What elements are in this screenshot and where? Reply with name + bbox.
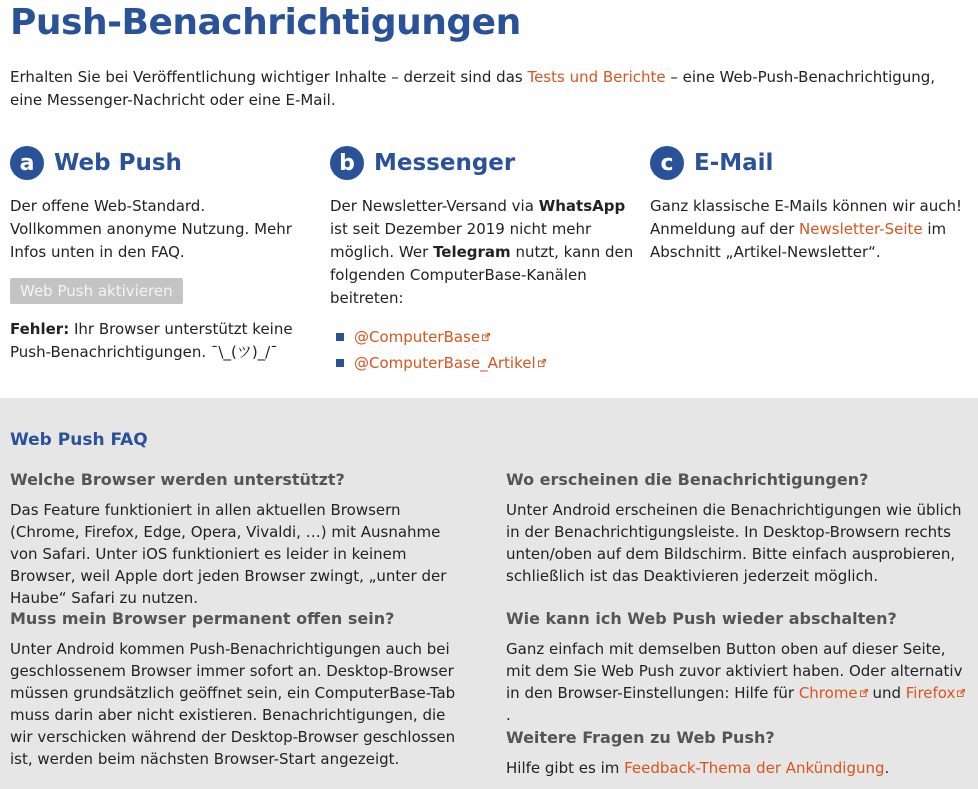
chrome-help-link[interactable]: Chrome	[799, 684, 868, 702]
faq-question: Weitere Fragen zu Web Push?	[506, 728, 775, 747]
messenger-description: Der Newsletter-Versand via WhatsApp ist seit Dezember 2019 nicht mehr möglich. Wer Telegram nutzt, kann den folgenden ComputerBase-Kanälen beitreten:	[330, 197, 634, 307]
web-push-column	[10, 145, 300, 364]
web-push-header	[10, 145, 300, 181]
list-item	[336, 350, 635, 376]
messenger-column	[330, 145, 635, 376]
channel-link-computerbase-artikel[interactable]: @ComputerBase_Artikel	[354, 350, 546, 376]
telegram-label: Telegram	[433, 243, 511, 261]
whatsapp-label: WhatsApp	[538, 197, 626, 215]
faq-answer: Ganz einfach mit demselben Button oben auf dieser Seite, mit dem Sie Web Push zuvor aktiviert haben. Oder alternativ in den Browser-Einstellungen: Hilfe für Chrome und Firefox.	[506, 638, 968, 726]
faq-title: Web Push FAQ	[10, 430, 148, 450]
email-description: Ganz klassische E-Mails können wir auch! Anmeldung auf der Newsletter-Seite im Abschnitt „Artikel-Newsletter“.	[650, 197, 962, 261]
external-link-icon	[538, 359, 546, 367]
faq-answer: Unter Android erscheinen die Benachrichtigungen wie üblich in der Benachrichtigungsleiste. In Desktop-Browsern rechts unten/oben auf dem Bildschirm. Bitte einfach ausprobieren, schließlich ist das Deaktivieren jederzeit möglich.	[506, 501, 962, 585]
email-title: E-Mail	[694, 150, 774, 176]
error-label: Fehler:	[10, 320, 70, 338]
faq-answer: Das Feature funktioniert in allen aktuellen Browsern (Chrome, Firefox, Edge, Opera, Vivaldi, …) mit Ausnahme von Safari. Unter iOS funktioniert es leider in keinem Browser, weil Apple dort jeden Browser zwingt, „unter der Haube“ Safari zu nutzen.	[10, 501, 447, 607]
faq-item-permanent-open	[10, 609, 470, 770]
faq-item-browsers	[10, 470, 470, 609]
faq-item-more-questions	[506, 728, 968, 779]
badge-b: b	[330, 146, 364, 180]
list-item	[336, 324, 635, 350]
badge-a: a	[10, 146, 44, 180]
badge-c: c	[650, 146, 684, 180]
messenger-header	[330, 145, 635, 181]
faq-section	[0, 398, 978, 789]
page-title: Push-Benachrichtigungen	[10, 2, 521, 43]
firefox-help-link[interactable]: Firefox	[906, 684, 966, 702]
feedback-thread-link[interactable]: Feedback-Thema der Ankündigung	[624, 759, 885, 777]
web-push-error: Fehler: Ihr Browser unterstützt keine Push-Benachrichtigungen. ¯\_(ツ)_/¯	[10, 320, 293, 361]
faq-question: Welche Browser werden unterstützt?	[10, 470, 345, 489]
newsletter-page-link[interactable]: Newsletter-Seite	[799, 220, 923, 238]
web-push-title: Web Push	[54, 150, 182, 176]
faq-item-where	[506, 470, 968, 587]
web-push-description: Der offene Web-Standard. Vollkommen anonyme Nutzung. Mehr Infos unten in den FAQ.	[10, 197, 292, 261]
bullet-square-icon	[336, 333, 344, 341]
faq-question: Wie kann ich Web Push wieder abschalten?	[506, 609, 897, 628]
channel-link-computerbase[interactable]: @ComputerBase	[354, 324, 490, 350]
faq-answer: Unter Android kommen Push-Benachrichtigungen auch bei geschlossenem Browser immer sofort an. Desktop-Browser müssen grundsätzlich geöffnet sein, ein ComputerBase-Tab muss darin aber nicht existieren. Benachrichtigungen, die wir verschicken während der Desktop-Browser geschlossen ist, werden beim nächsten Browser-Start angezeigt.	[10, 640, 456, 768]
bullet-square-icon	[336, 359, 344, 367]
faq-question: Wo erscheinen die Benachrichtigungen?	[506, 470, 869, 489]
tests-und-berichte-link[interactable]: Tests und Berichte	[527, 68, 666, 86]
faq-question: Muss mein Browser permanent offen sein?	[10, 609, 395, 628]
intro-text: Erhalten Sie bei Veröffentlichung wichtiger Inhalte – derzeit sind das Tests und Berichte – eine Web-Push-Benachrichtigung, eine Messenger-Nachricht oder eine E-Mail.	[10, 68, 936, 109]
telegram-channel-list	[336, 324, 635, 376]
email-column	[650, 145, 970, 264]
faq-item-disable	[506, 609, 968, 726]
messenger-title: Messenger	[374, 150, 516, 176]
external-link-icon	[957, 689, 965, 697]
web-push-activate-button[interactable]: Web Push aktivieren	[10, 278, 183, 304]
email-header	[650, 145, 970, 181]
faq-answer: Hilfe gibt es im Feedback-Thema der Ankündigung.	[506, 759, 890, 777]
external-link-icon	[860, 689, 868, 697]
external-link-icon	[482, 333, 490, 341]
